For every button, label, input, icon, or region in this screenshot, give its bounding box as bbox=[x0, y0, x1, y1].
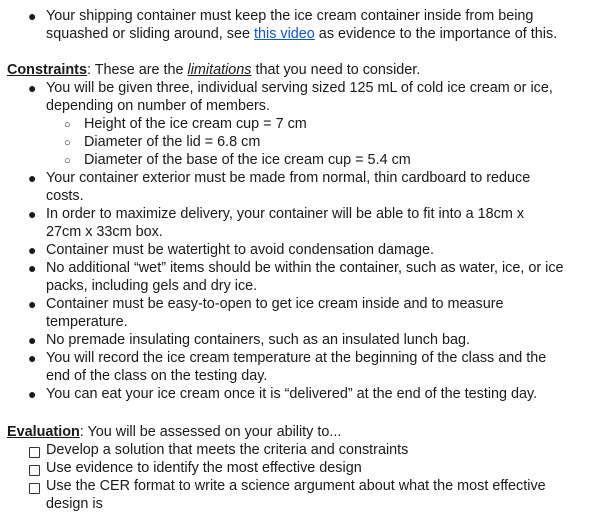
constraint-sub-3: Diameter of the base of the ice cream cup = 5.4 cm bbox=[84, 152, 411, 168]
constraint-item-6-line1: Container must be easy-to-open to get ice cream inside and to measure bbox=[46, 296, 504, 312]
bullet-icon: ● bbox=[28, 80, 37, 96]
shipping-text-line1: Your shipping container must keep the ice cream container inside from being bbox=[46, 8, 534, 24]
shipping-text-post: as evidence to the importance of this. bbox=[314, 26, 558, 42]
constraint-item-3-line2: 27cm x 33cm box. bbox=[46, 224, 163, 240]
circle-bullet-icon: ○ bbox=[64, 155, 71, 167]
evaluation-heading: Evaluation bbox=[7, 424, 80, 440]
bullet-icon: ● bbox=[28, 242, 37, 258]
constraint-item-5-line1: No additional “wet” items should be within the container, such as water, ice, or ice bbox=[46, 260, 564, 276]
evaluation-item-2: Use evidence to identify the most effective design bbox=[46, 460, 362, 476]
evaluation-item-3-line2: design is bbox=[46, 496, 103, 512]
constraints-intro-pre: : These are the bbox=[86, 62, 188, 78]
circle-bullet-icon: ○ bbox=[64, 137, 71, 149]
bullet-icon: ● bbox=[28, 260, 37, 276]
limitations-emphasis: limitations bbox=[187, 62, 252, 78]
constraint-sub-2: Diameter of the lid = 6.8 cm bbox=[84, 134, 261, 150]
constraint-item-4: Container must be watertight to avoid condensation damage. bbox=[46, 242, 434, 258]
evaluation-intro bbox=[7, 424, 341, 442]
constraint-item-5-line2: packs, including gels and dry ice. bbox=[46, 278, 258, 294]
constraints-intro bbox=[7, 62, 420, 80]
checkbox-icon bbox=[29, 465, 40, 476]
constraint-item-3-line1: In order to maximize delivery, your container will be able to fit into a 18cm x bbox=[46, 206, 525, 222]
bullet-icon: ● bbox=[28, 206, 37, 222]
constraint-sub-1: Height of the ice cream cup = 7 cm bbox=[84, 116, 307, 132]
evaluation-item-3-line1: Use the CER format to write a science argument about what the most effective bbox=[46, 478, 546, 494]
bullet-icon: ● bbox=[28, 170, 37, 186]
shipping-text-pre: squashed or sliding around, see bbox=[46, 26, 255, 42]
checkbox-icon bbox=[29, 447, 40, 458]
constraints-heading: Constraints bbox=[7, 62, 87, 78]
bullet-icon: ● bbox=[28, 8, 37, 24]
constraint-item-1-line1: You will be given three, individual serving sized 125 mL of cold ice cream or ice, bbox=[46, 80, 553, 96]
evaluation-intro-text: : You will be assessed on your ability to... bbox=[79, 424, 342, 440]
bullet-icon: ● bbox=[28, 386, 37, 402]
constraints-intro-post: that you need to consider. bbox=[251, 62, 421, 78]
constraint-item-7: No premade insulating containers, such as an insulated lunch bag. bbox=[46, 332, 470, 348]
circle-bullet-icon: ○ bbox=[64, 119, 71, 131]
constraint-item-8-line1: You will record the ice cream temperature at the beginning of the class and the bbox=[46, 350, 547, 366]
constraint-item-8-line2: end of the class on the testing day. bbox=[46, 368, 268, 384]
constraint-item-6-line2: temperature. bbox=[46, 314, 128, 330]
checkbox-icon bbox=[29, 483, 40, 494]
bullet-icon: ● bbox=[28, 332, 37, 348]
video-link[interactable]: this video bbox=[254, 26, 315, 42]
evaluation-item-1: Develop a solution that meets the criteria and constraints bbox=[46, 442, 409, 458]
constraint-item-2-line2: costs. bbox=[46, 188, 84, 204]
constraint-item-2-line1: Your container exterior must be made from normal, thin cardboard to reduce bbox=[46, 170, 531, 186]
constraint-item-9: You can eat your ice cream once it is “delivered” at the end of the testing day. bbox=[46, 386, 538, 402]
shipping-text-line2 bbox=[46, 26, 557, 44]
constraint-item-1-line2: depending on number of members. bbox=[46, 98, 270, 114]
bullet-icon: ● bbox=[28, 296, 37, 312]
bullet-icon: ● bbox=[28, 350, 37, 366]
